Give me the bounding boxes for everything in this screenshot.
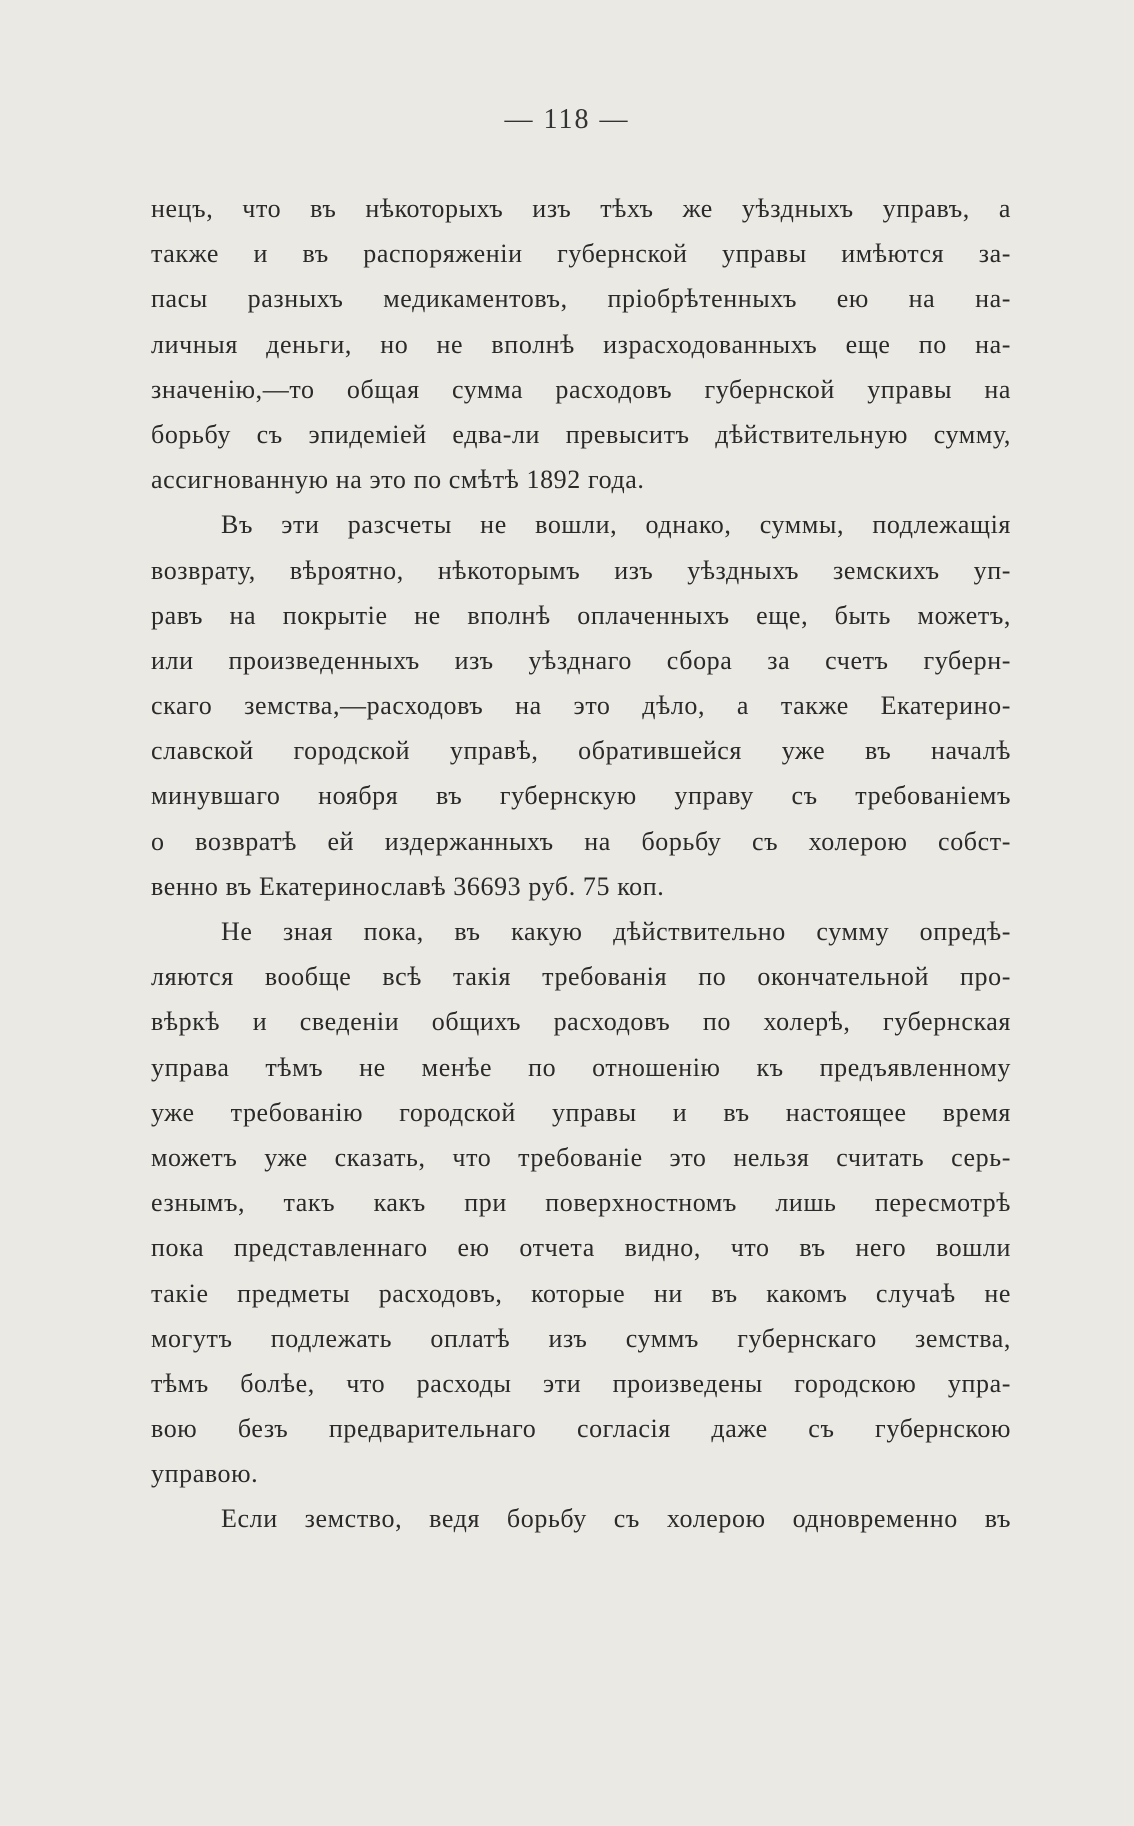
text-line: можетъ уже сказать, что требованіе это нельзя считать серь-: [151, 1142, 1011, 1172]
text-line: ассигнованную на это по смѣтѣ 1892 года.: [151, 465, 645, 495]
text-line: славской городской управѣ, обратившейся уже въ началѣ: [151, 736, 1011, 766]
paragraph-2: [151, 502, 1011, 909]
text-line: уже требованію городской управы и въ настоящее время: [151, 1097, 1011, 1127]
text-line: равъ на покрытіе не вполнѣ оплаченныхъ еще, быть можетъ,: [151, 600, 1011, 630]
text-line: управа тѣмъ не менѣе по отношенію къ предъявленному: [151, 1052, 1011, 1082]
text-line: также и въ распоряженіи губернской управы имѣются за-: [151, 239, 1011, 269]
text-line: могутъ подлежать оплатѣ изъ суммъ губернскаго земства,: [151, 1323, 1011, 1353]
text-line: тѣмъ болѣе, что расходы эти произведены городскою упра-: [151, 1368, 1011, 1398]
text-line: скаго земства,—расходовъ на это дѣло, а также Екатерино-: [151, 691, 1011, 721]
text-line: езнымъ, такъ какъ при поверхностномъ лишь пересмотрѣ: [151, 1188, 1011, 1218]
text-line: или произведенныхъ изъ уѣзднаго сбора за счетъ губерн-: [151, 645, 1011, 675]
text-line: пасы разныхъ медикаментовъ, пріобрѣтенныхъ ею на на-: [151, 284, 1011, 314]
text-line: управою.: [151, 1459, 259, 1489]
paragraph-3: [151, 909, 1011, 1496]
text-line: возврату, вѣроятно, нѣкоторымъ изъ уѣздныхъ земскихъ уп-: [151, 555, 1011, 585]
text-line: борьбу съ эпидеміей едва-ли превыситъ дѣйствительную сумму,: [151, 419, 1011, 449]
paragraph-1: [151, 186, 1011, 502]
body-text: [151, 186, 1011, 1542]
text-line: ляются вообще всѣ такія требованія по окончательной про-: [151, 962, 1011, 992]
text-line: вою безъ предварительнаго согласія даже съ губернскою: [151, 1414, 1011, 1444]
text-line: личныя деньги, но не вполнѣ израсходованныхъ еще по на-: [151, 329, 1011, 359]
page-number: — 118 —: [504, 104, 630, 135]
text-line: венно въ Екатеринославѣ 36693 руб. 75 коп.: [151, 871, 665, 901]
text-line: вѣркѣ и сведеніи общихъ расходовъ по холерѣ, губернская: [151, 1007, 1011, 1037]
text-line: пока представленнаго ею отчета видно, что въ него вошли: [151, 1233, 1011, 1263]
text-line: Въ эти разсчеты не вошли, однако, суммы, подлежащія: [221, 510, 1011, 540]
text-line: нецъ, что въ нѣкоторыхъ изъ тѣхъ же уѣздныхъ управъ, а: [151, 194, 1011, 223]
text-line: Не зная пока, въ какую дѣйствительно сумму опредѣ-: [221, 917, 1011, 946]
text-line: такіе предметы расходовъ, которые ни въ какомъ случаѣ не: [151, 1278, 1011, 1308]
text-line: значенію,—то общая сумма расходовъ губернской управы на: [151, 374, 1011, 404]
paragraph-4: [151, 1496, 1011, 1541]
text-line: Если земство, ведя борьбу съ холерою одновременно въ: [221, 1504, 1011, 1534]
text-line: минувшаго ноября въ губернскую управу съ требованіемъ: [151, 781, 1011, 811]
text-line: о возвратѣ ей издержанныхъ на борьбу съ холерою собст-: [151, 826, 1011, 856]
